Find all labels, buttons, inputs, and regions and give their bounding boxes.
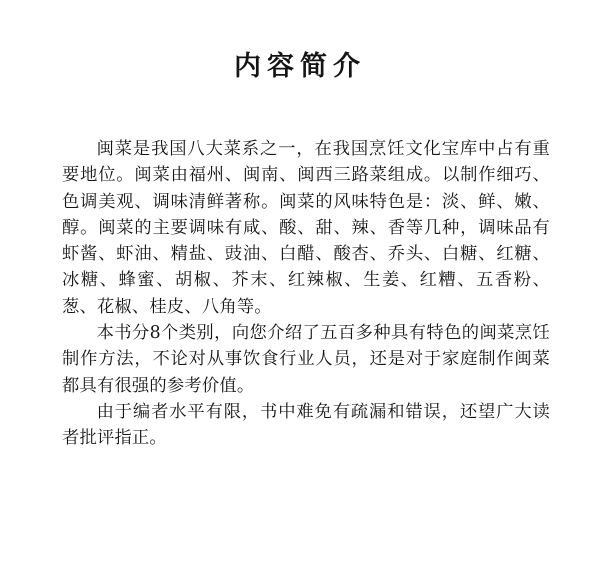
paragraph-intro: 闽菜是我国八大菜系之一，在我国烹饪文化宝库中占有重要地位。闽菜由福州、闽南、闽西三路菜组成。以制作细巧、色调美观、调味清鲜著称。闽菜的风味特色是：淡、鲜、嫩、醇。闽菜的主要调味有咸、酸、甜、辣、香等几种，调味品有虾酱、虾油、精盐、豉油、白醋、酸杏、乔头、白糖、红糖、冰糖、蜂蜜、胡椒、芥末、红辣椒、生姜、红糟、五香粉、葱、花椒、桂皮、八角等。 [62,139,550,317]
paragraph-editor-note: 由于编者水平有限，书中难免有疏漏和错误，还望广大读者批评指正。 [62,401,550,449]
paragraph-book-scope: 本书分8个类别，向您介绍了五百多种具有特色的闽菜烹饪制作方法，不论对从事饮食行业人员，还是对于家庭制作闽菜都具有很强的参考价值。 [62,323,550,396]
body-text [62,136,550,452]
page-title: 内容简介 [234,51,366,82]
